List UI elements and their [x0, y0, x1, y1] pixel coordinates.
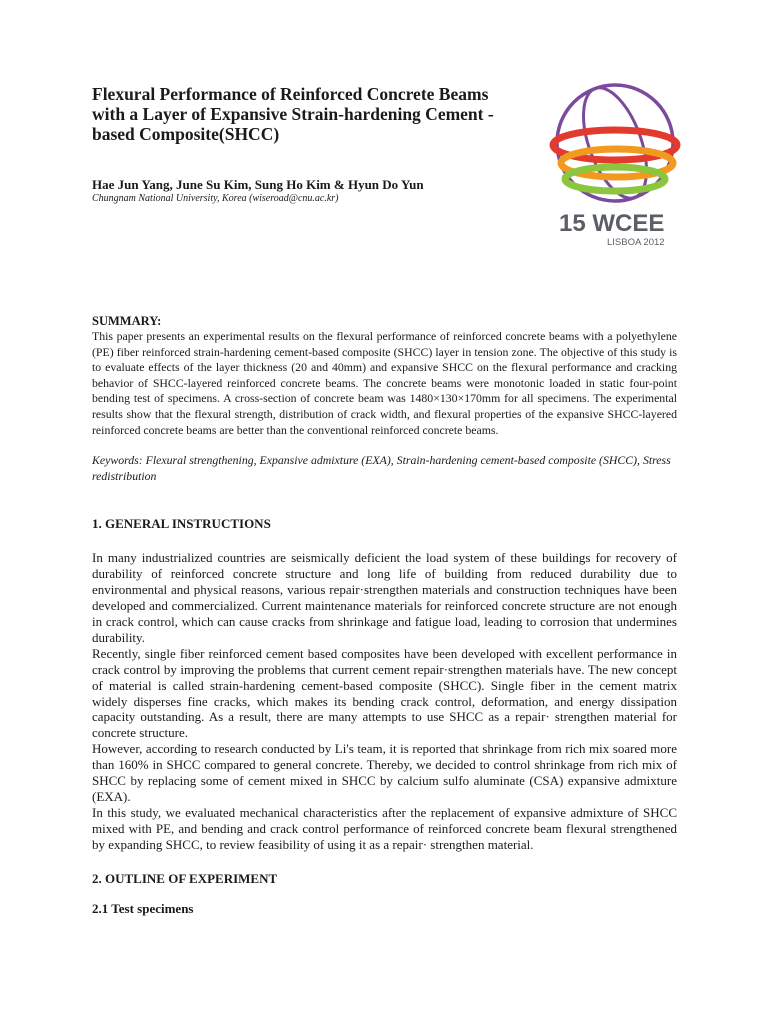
- conference-logo: [545, 75, 685, 255]
- section-1-paragraph: In many industrialized countries are seismically deficient the load system of these buildings for recovery of durability of reinforced concrete structure and long life of building from reduced durability due to environmental and physical reasons, various repair·strengthen materials and construction techniques have been developed and commercialized. Current maintenance materials for reinforced concrete structure are not enough in crack control, which can cause cracks from shrinkage and fatigue load, leading to corrosion that undermines durability.: [92, 550, 677, 645]
- keywords-text: Keywords: Flexural strengthening, Expansive admixture (EXA), Strain-hardening cement-based composite (SHCC), Stress redistribution: [92, 453, 671, 483]
- section-1-paragraph: In this study, we evaluated mechanical characteristics after the replacement of expansive admixture of SHCC mixed with PE, and bending and crack control performance of reinforced concrete beam flexural strengthened by expanding SHCC, to review feasibility of using it as a repair· strengthen material.: [92, 804, 677, 852]
- section-2-1-heading: 2.1 Test specimens: [92, 900, 194, 916]
- globe-rings-icon: [553, 80, 677, 207]
- section-1-paragraph: Recently, single fiber reinforced cement based composites have been developed with excellent performance in crack control by improving the problems that current cement repair·strengthen materials have. The new concept of material is called strain-hardening cement-based composite (SHCC). Single fiber in the cement matrix widely disperses fine cracks, which makes its bending crack control, deformation, and energy dissipation capacity outstanding. As a result, there are many attempts to use SHCC as a repair· strengthen material for concrete structure.: [92, 645, 677, 741]
- summary-heading: SUMMARY:: [92, 314, 162, 328]
- paper-body: [92, 314, 677, 917]
- summary-text: This paper presents an experimental results on the flexural performance of reinforced concrete beams with a polyethylene (PE) fiber reinforced strain-hardening cement-based composite (SHCC) layer in tension zone. The objective of this study is to evaluate effects of the layer thickness (20 and 40mm) and expansive SHCC on the flexural performance and cracking behavior of SHCC-layered reinforced concrete beams. The concrete beams were monotonic loaded in static four-point bending test of specimens. A cross-section of concrete beam was 1480×130×170mm for all specimens. The experimental results show that the flexural strength, distribution of crack width, and flexural properties of the expansive SHCC-layered reinforced concrete beams are better than the conventional reinforced concrete beams.: [92, 329, 677, 437]
- section-1-heading: 1. GENERAL INSTRUCTIONS: [92, 516, 271, 532]
- logo-subtext: LISBOA 2012: [607, 237, 665, 248]
- section-1-paragraph: However, according to research conducted by Li's team, it is reported that shrinkage from rich mix soared more than 160% in SHCC compared to general concrete. Thereby, we decided to control shrinkage from rich mix of SHCC by replacing some of cement mixed in SHCC by calcium sulfo aluminate (CSA) expansive admixture (EXA).: [92, 741, 677, 804]
- logo-text: 15 WCEE: [559, 210, 665, 237]
- paper-affiliation: Chungnam National University, Korea (wiseroad@cnu.ac.kr): [92, 193, 339, 204]
- section-2-heading: 2. OUTLINE OF EXPERIMENT: [92, 870, 278, 886]
- paper-title: Flexural Performance of Reinforced Concrete Beams with a Layer of Expansive Strain-hardening Cement -based Composite(SHCC): [92, 84, 494, 144]
- section-1-body: [92, 550, 677, 852]
- paper-authors: Hae Jun Yang, June Su Kim, Sung Ho Kim & Hyun Do Yun: [92, 177, 424, 192]
